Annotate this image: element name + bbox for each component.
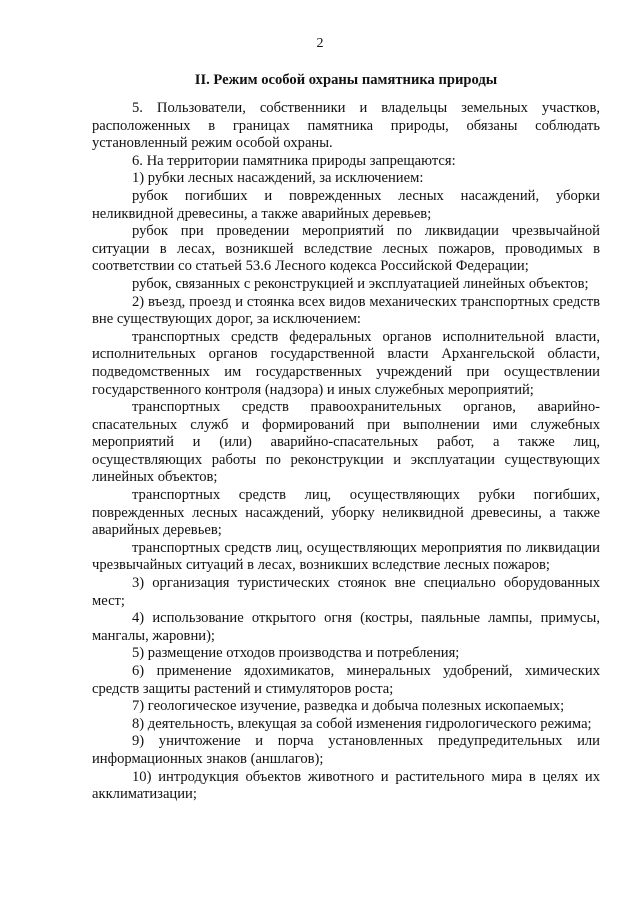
paragraph-exception: транспортных средств правоохранительных органов, аварийно-спасательных служб и формирований при выполнении ими служебных мероприятий и (или) аварийно-спасательных работ, а также лиц, осуществляющих работы по реконструкции и эксплуатации существующих линейных объектов; — [92, 399, 600, 486]
paragraph-exception: рубок при проведении мероприятий по ликвидации чрезвычайной ситуации в лесах, возникшей вследствие лесных пожаров, проводимых в соответствии со статьей 53.6 Лесного кодекса Российской Федерации; — [92, 223, 600, 275]
paragraph-subitem-4: 4) использование открытого огня (костры, паяльные лампы, примусы, мангалы, жаровни); — [92, 610, 600, 644]
paragraph-item-5: 5. Пользователи, собственники и владельцы земельных участков, расположенных в границах памятника природы, обязаны соблюдать установленный режим особой охраны. — [92, 100, 600, 152]
page-number: 2 — [316, 36, 324, 51]
paragraph-subitem-9: 9) уничтожение и порча установленных предупредительных или информационных знаков (аншлагов); — [92, 733, 600, 767]
paragraph-subitem-2: 2) въезд, проезд и стоянка всех видов механических транспортных средств вне существующих дорог, за исключением: — [92, 293, 600, 328]
paragraph-subitem-5: 5) размещение отходов производства и потребления; — [132, 645, 460, 662]
paragraph-subitem-8: 8) деятельность, влекущая за собой изменения гидрологического режима; — [132, 715, 592, 732]
paragraph-subitem-7: 7) геологическое изучение, разведка и добыча полезных ископаемых; — [132, 698, 565, 715]
paragraph-subitem-1: 1) рубки лесных насаждений, за исключением: — [132, 170, 424, 187]
paragraph-subitem-3: 3) организация туристических стоянок вне специально оборудованных мест; — [92, 575, 600, 609]
paragraph-exception: транспортных средств лиц, осуществляющих мероприятия по ликвидации чрезвычайных ситуаций в лесах, возникших вследствие лесных пожаров; — [92, 539, 600, 574]
paragraph-exception: транспортных средств федеральных органов исполнительной власти, исполнительных органов государственной власти Архангельской области, подведомственных им государственных учреждений при осуществлении государственного контроля (надзора) и иных служебных мероприятий; — [92, 328, 600, 398]
paragraph-exception: транспортных средств лиц, осуществляющих рубки погибших, поврежденных лесных насаждений, уборку неликвидной древесины, а также аварийных деревьев; — [92, 487, 600, 539]
paragraph-exception: рубок погибших и поврежденных лесных насаждений, уборки неликвидной древесины, а также аварийных деревьев; — [92, 187, 600, 222]
paragraph-item-6: 6. На территории памятника природы запрещаются: — [132, 152, 456, 169]
body-text — [92, 100, 600, 804]
paragraph-subitem-10: 10) интродукция объектов животного и растительного мира в целях их акклиматизации; — [92, 768, 600, 803]
section-title: II. Режим особой охраны памятника природы — [194, 72, 498, 88]
paragraph-exception: рубок, связанных с реконструкцией и эксплуатацией линейных объектов; — [132, 275, 589, 292]
paragraph-subitem-6: 6) применение ядохимикатов, минеральных удобрений, химических средств защиты растений и стимуляторов роста; — [92, 663, 600, 697]
